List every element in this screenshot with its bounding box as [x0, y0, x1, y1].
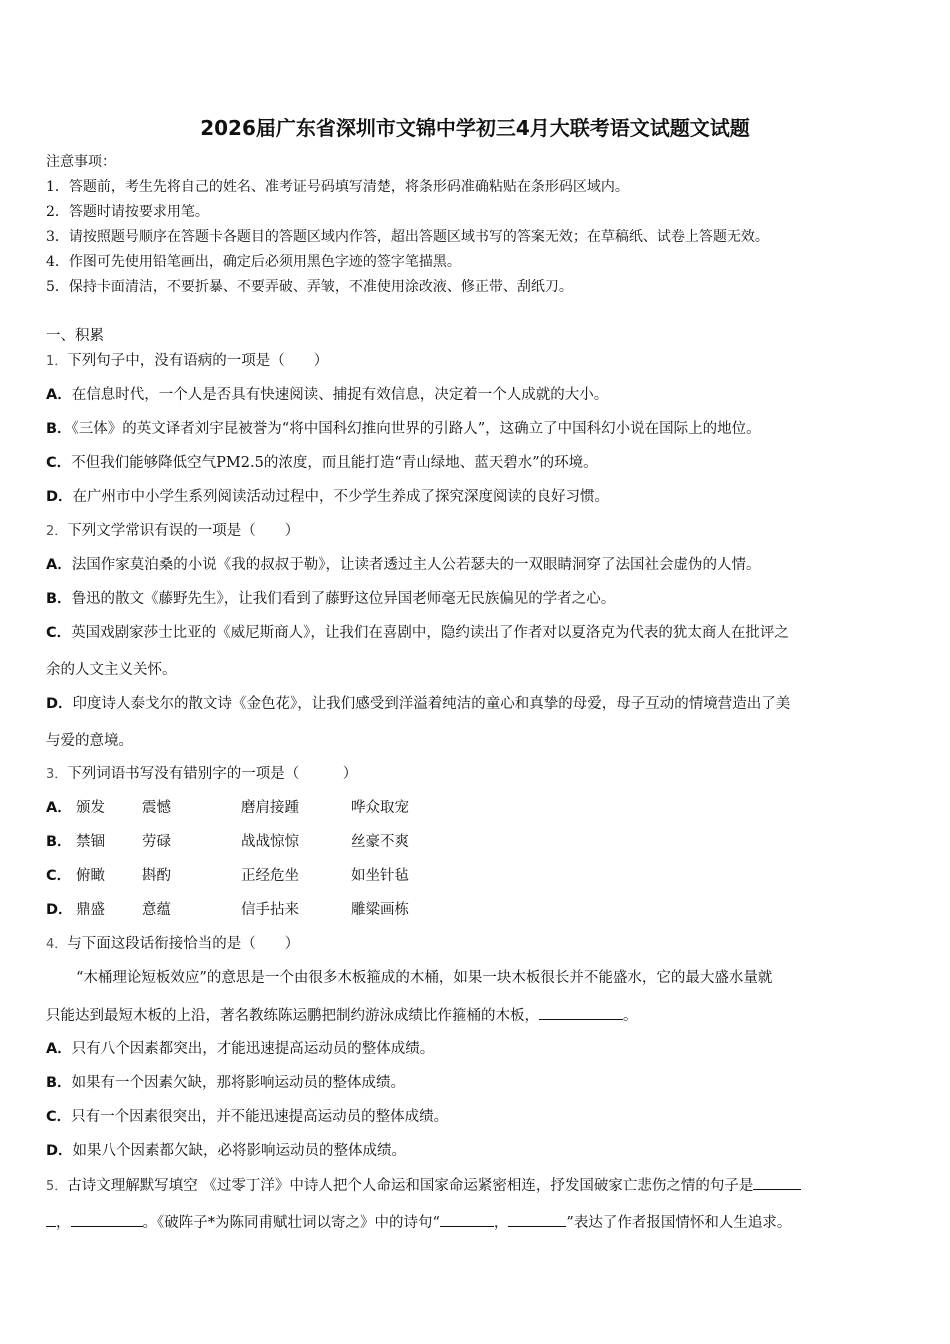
- word: 俯瞰: [76, 868, 105, 884]
- question-1-stem: [46, 351, 328, 372]
- answer-blank[interactable]: [539, 1005, 623, 1020]
- answer-blank[interactable]: [440, 1212, 494, 1227]
- notice-item: 3．请按照题号顺序在答题卡各题目的答题区域内作答，超出答题区域书写的答案无效；在草稿纸、试卷上答题无效。: [46, 229, 769, 245]
- notice-item: 4．作图可先使用铅笔画出，确定后必须用黑色字迹的签字笔描黑。: [46, 254, 461, 270]
- passage-text: 。: [623, 1008, 638, 1024]
- option-label: B．: [46, 834, 72, 850]
- notice-heading: 注意事项：: [46, 154, 116, 170]
- q4-option-a[interactable]: [46, 1039, 434, 1059]
- option-text: 印度诗人泰戈尔的散文诗《金色花》，让我们感受到洋溢着纯洁的童心和真挚的母爱，母子互动的情境营造出了美: [72, 696, 791, 712]
- section-heading: 一、积累: [46, 328, 104, 344]
- option-label: D．: [46, 1143, 73, 1159]
- q4-option-b[interactable]: [46, 1073, 405, 1093]
- option-text: 只有一个因素很突出，并不能迅速提高运动员的整体成绩。: [71, 1109, 449, 1125]
- option-text: 英国戏剧家莎士比亚的《威尼斯商人》，让我们在喜剧中，隐约读出了作者对以夏洛克为代表的犹太商人在批评之: [71, 625, 789, 641]
- option-label: C．: [46, 455, 72, 471]
- question-number: 3．: [46, 767, 68, 782]
- question-text: 下列词语书写没有错别字的一项是（ ）: [67, 766, 358, 782]
- word: 正经危坐: [241, 868, 299, 884]
- question-number: 4．: [46, 937, 68, 952]
- option-label: B．: [46, 421, 72, 437]
- word: 战战惊惊: [241, 834, 299, 850]
- answer-blank[interactable]: [753, 1175, 801, 1190]
- option-label: C．: [46, 868, 72, 884]
- option-label: D．: [46, 696, 73, 712]
- option-text: 鲁迅的散文《藤野先生》，让我们看到了藤野这位异国老师毫无民族偏见的学者之心。: [71, 591, 616, 607]
- notice-item: 5．保持卡面清洁，不要折暴、不要弄破、弄皱，不准使用涂改液、修正带、刮纸刀。: [46, 279, 573, 295]
- option-text: 只有八个因素都突出，才能迅速提高运动员的整体成绩。: [71, 1041, 435, 1057]
- question-text: 。《破阵子*为陈同甫赋壮词以寄之》中的诗句“: [142, 1215, 440, 1231]
- answer-blank[interactable]: [46, 1212, 56, 1227]
- option-label: B．: [46, 1075, 72, 1091]
- question-number: 5．: [46, 1179, 68, 1194]
- option-label: A．: [46, 557, 72, 573]
- question-text: ，: [56, 1215, 71, 1231]
- passage-text: 只能达到最短木板的上沿，著名教练陈运鹏把制约游泳成绩比作箍桶的木板，: [46, 1008, 539, 1024]
- notice-item: 1．答题前，考生先将自己的姓名、准考证号码填写清楚，将条形码准确粘贴在条形码区域内。: [46, 179, 629, 195]
- question-text: 与下面这段话衔接恰当的是（ ）: [67, 936, 300, 952]
- option-label: C．: [46, 625, 72, 641]
- option-label: A．: [46, 800, 72, 816]
- option-text: 在广州市中小学生系列阅读活动过程中，不少学生养成了探究深度阅读的良好习惯。: [72, 489, 610, 505]
- q4-passage-line-1: “木桶理论短板效应”的意思是一个由很多木板箍成的木桶，如果一块木板很长并不能盛水，它的最大盛水量就: [76, 970, 773, 986]
- page-title: 2026届广东省深圳市文锦中学初三4月大联考语文试题文试题: [200, 116, 750, 140]
- q1-option-b[interactable]: [46, 419, 761, 439]
- word: 震憾: [142, 800, 171, 816]
- option-label: D．: [46, 489, 73, 505]
- q4-passage-line-2: [46, 1005, 638, 1026]
- q1-option-d[interactable]: [46, 487, 609, 507]
- word: 信手拈来: [241, 902, 299, 918]
- answer-blank[interactable]: [508, 1212, 566, 1227]
- q1-option-a[interactable]: [46, 385, 608, 405]
- word: 意蕴: [142, 902, 171, 918]
- question-5-line-1: [46, 1175, 801, 1197]
- question-text: 下列文学常识有误的一项是（ ）: [67, 523, 300, 539]
- q1-option-c[interactable]: [46, 453, 598, 473]
- question-text: 古诗文理解默写填空 《过零丁洋》中诗人把个人命运和国家命运紧密相连，抒发国破家亡悲伤之情的句子是: [67, 1178, 754, 1194]
- word: 哗众取宠: [351, 800, 409, 816]
- q2-option-b[interactable]: [46, 589, 615, 609]
- question-text: ，: [493, 1215, 509, 1231]
- word: 斟酌: [142, 868, 171, 884]
- question-5-line-2: [46, 1212, 791, 1233]
- answer-blank[interactable]: [71, 1212, 143, 1227]
- q2-option-c[interactable]: [46, 623, 789, 643]
- word: 磨肩接踵: [241, 800, 299, 816]
- option-text: 法国作家莫泊桑的小说《我的叔叔于勒》，让读者透过主人公若瑟夫的一双眼睛洞穿了法国社会虚伪的人情。: [71, 557, 761, 573]
- question-text: ”表达了作者报国情怀和人生追求。: [566, 1215, 792, 1231]
- option-label: C．: [46, 1109, 72, 1125]
- word: 劳碌: [142, 834, 171, 850]
- option-text: 在信息时代，一个人是否具有快速阅读、捕捉有效信息，决定着一个人成就的大小。: [71, 387, 609, 403]
- option-label: A．: [46, 1041, 72, 1057]
- option-label: B．: [46, 591, 72, 607]
- question-number: 1．: [46, 354, 68, 369]
- question-4-stem: [46, 934, 299, 955]
- q4-option-c[interactable]: [46, 1107, 448, 1127]
- q2-option-a[interactable]: [46, 555, 760, 575]
- option-text: 如果有一个因素欠缺，那将影响运动员的整体成绩。: [71, 1075, 406, 1091]
- word: 雕粱画栋: [351, 902, 409, 918]
- question-2-stem: [46, 521, 299, 542]
- option-label: A．: [46, 387, 72, 403]
- word: 鼎盛: [76, 902, 105, 918]
- q2-option-c-continued: 余的人文主义关怀。: [46, 662, 177, 678]
- q2-option-d-continued: 与爱的意境。: [46, 733, 133, 749]
- option-text: 不但我们能够降低空气PM2.5的浓度，而且能打造“青山绿地、蓝天碧水”的环境。: [71, 455, 598, 471]
- word: 如坐针毡: [351, 868, 409, 884]
- question-3-stem: [46, 764, 357, 785]
- q4-option-d[interactable]: [46, 1141, 406, 1161]
- word: 丝豪不爽: [351, 834, 409, 850]
- q2-option-d[interactable]: [46, 694, 790, 714]
- question-number: 2．: [46, 524, 68, 539]
- option-label: D．: [46, 902, 73, 918]
- question-text: 下列句子中，没有语病的一项是（ ）: [67, 353, 329, 369]
- option-text: 如果八个因素都欠缺，必将影响运动员的整体成绩。: [72, 1143, 407, 1159]
- word: 颁发: [76, 800, 105, 816]
- notice-item: 2．答题时请按要求用笔。: [46, 204, 209, 220]
- option-text: 《三体》的英文译者刘宇昆被誉为“将中国科幻推向世界的引路人”，这确立了中国科幻小说在国际上的地位。: [71, 421, 761, 437]
- word: 禁锢: [76, 834, 105, 850]
